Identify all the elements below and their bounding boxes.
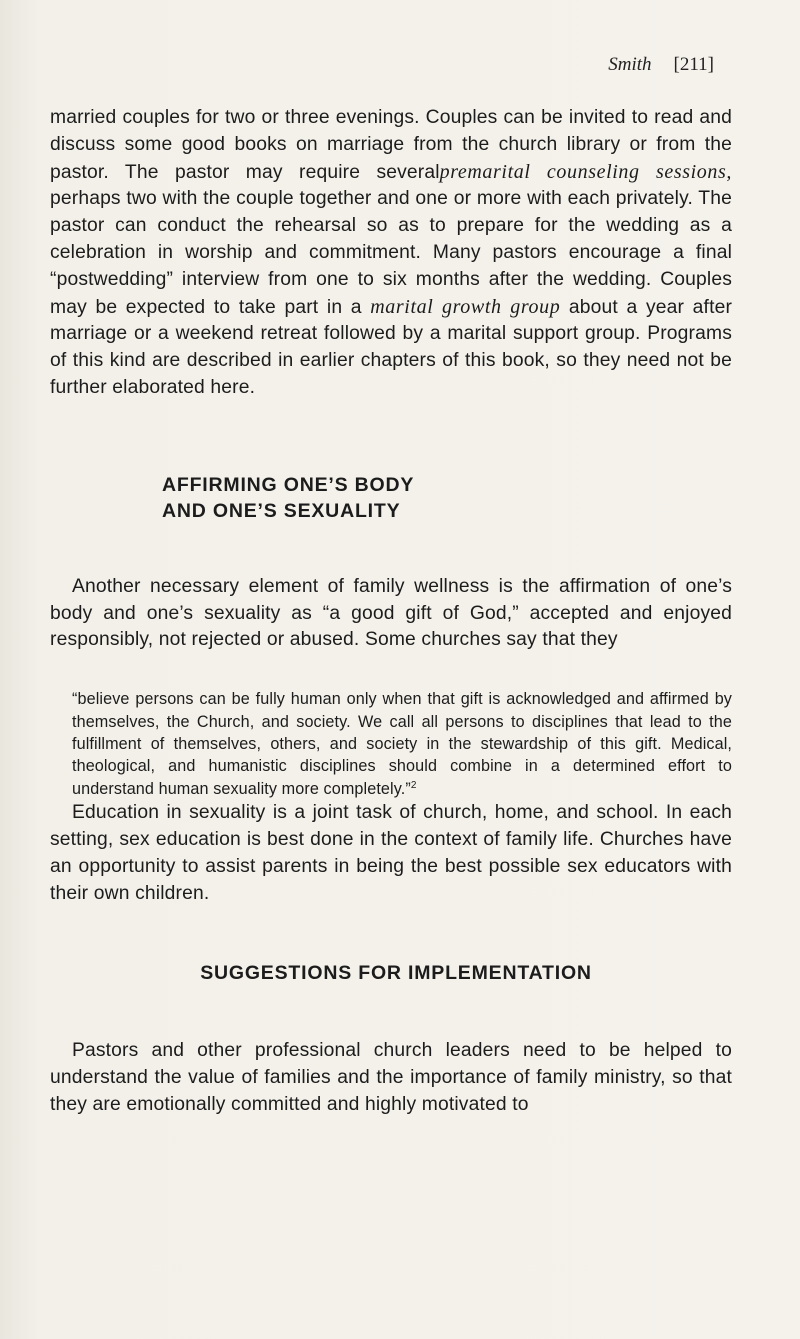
italic-term-premarital-counseling: premarital counseling sessions,	[439, 160, 732, 183]
running-header	[608, 54, 714, 76]
section-heading-affirming	[50, 472, 732, 524]
footnote-marker: 2	[410, 779, 417, 791]
paragraph-education: Education in sexuality is a joint task of church, home, and school. In each setting, sex education is best done in the context of family life. Churches have an opportunity to assist parents in being the best possible sex educators with their own children.	[50, 802, 732, 904]
block-quote	[50, 688, 732, 800]
paragraph-continuation	[50, 105, 732, 402]
block-quote-text: “believe persons can be fully human only when that gift is acknowledged and affirmed by themselves, the Church, and society. We call all persons to disciplines that lead to the fulfillment of themselves, others, and society in the stewardship of this gift. Medical, theological, and humanistic disciplines should combine in a determined effort to understand human sexuality more completely.”	[72, 690, 732, 798]
section-heading-line: AFFIRMING ONE’S BODY	[162, 473, 415, 496]
paragraph-pastors: Pastors and other professional church leaders need to be helped to understand the value of families and the importance of family ministry, so that they are emotionally committed and highly motivated to	[50, 1040, 732, 1115]
paragraph-affirmation: Another necessary element of family wellness is the affirmation of one’s body and one’s sexuality as “a good gift of God,” accepted and enjoyed responsibly, not rejected or abused. Some churches say that they	[50, 575, 732, 651]
page-content	[50, 105, 732, 1119]
running-header-author: Smith	[608, 54, 652, 75]
section-heading-suggestions: SUGGESTIONS FOR IMPLEMENTATION	[200, 962, 592, 985]
italic-term-marital-growth-group: marital growth group	[370, 295, 561, 318]
paragraph-text: perhaps two with the couple together and one or more with each privately. The pastor can conduct the rehearsal so as to prepare for the wedding as a celebration in worship and commitment. Many pastors encourage a final “postwedding” interview from one to six months after the wedding. Couples may be expected to take part in a	[50, 188, 732, 318]
section-heading-line: AND ONE’S SEXUALITY	[162, 499, 401, 522]
page-number: [211]	[673, 54, 714, 75]
paragraph-text: about a year after marriage or a weekend retreat followed by a marital support group. Programs of this kind are described in earlier chapters of this book, so they need not be further elaborated here.	[50, 296, 733, 398]
paragraph-text: married couples for two or three evenings. Couples can be invited to read and discuss some good books on marriage from the church library or from the pastor. The pastor may require several	[50, 107, 732, 183]
